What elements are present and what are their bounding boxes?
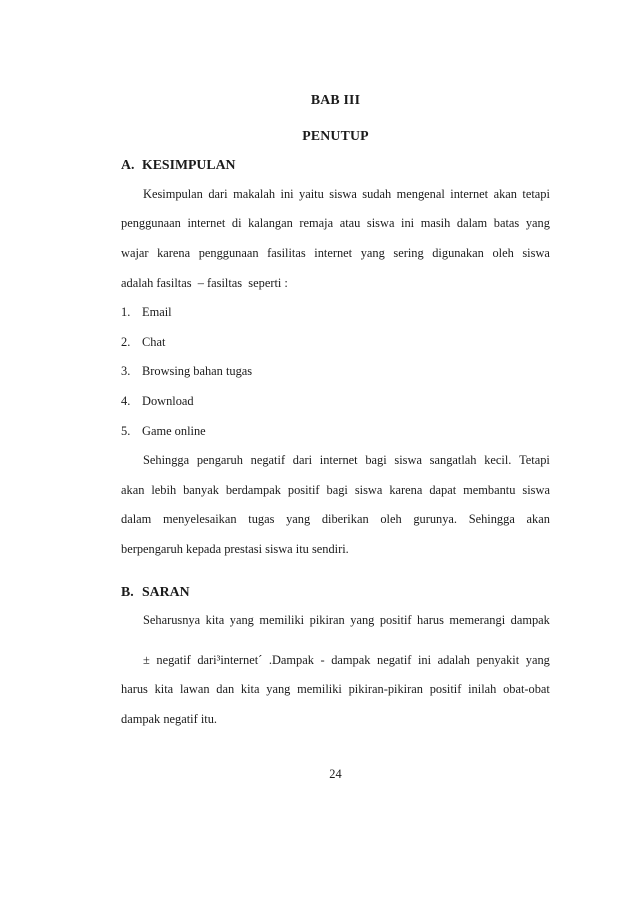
document-content [121,85,550,734]
chapter-heading: PENUTUP [302,127,369,143]
list-item-text: Chat [142,334,166,349]
section-title: KESIMPULAN [142,157,236,173]
list-item-text: Download [142,393,194,408]
list-item-text: Browsing bahan tugas [142,364,253,379]
paragraph-line: akan lebih banyak berdampak positif bagi siswa karena dapat membantu siswa [121,482,550,497]
paragraph-line: Kesimpulan dari makalah ini yaitu siswa sudah mengenal internet akan tetapi [143,186,550,201]
list-item [121,417,550,447]
section-heading [121,150,550,180]
paragraph-line: dalam menyelesaikan tugas yang diberikan oleh gurunya. Sehingga akan [121,512,550,527]
list-item [121,357,550,387]
paragraph-line: Seharusnya kita yang memiliki pikiran yang positif harus memerangi dampak [143,613,550,628]
section-title: SARAN [142,583,190,599]
paragraph-line: harus kita lawan dan kita yang memiliki pikiran-pikiran positif inilah obat-obat [121,682,550,697]
page-number: 24 [329,767,342,781]
paragraph-line: penggunaan internet di kalangan remaja atau siswa ini masih dalam batas yang [121,216,550,231]
list-item-number: 3. [121,364,131,379]
paragraph-line: wajar karena penggunaan fasilitas internet yang sering digunakan oleh siswa [121,245,550,260]
list-item [121,328,550,358]
list-item-number: 5. [121,423,131,438]
list-item-number: 4. [121,393,131,408]
paragraph-line: berpengaruh kepada prestasi siswa itu sendiri. [121,541,349,556]
section-letter: A. [121,157,135,173]
list-item [121,387,550,417]
list-item-text: Game online [142,423,206,438]
paragraph-line: ± negatif dari³internet´ .Dampak - dampak negatif ini adalah penyakit yang [143,652,550,667]
list-item-text: Email [142,305,172,320]
paragraph-line: Sehingga pengaruh negatif dari internet bagi siswa sangatlah kecil. Tetapi [143,453,550,468]
chapter-heading: BAB III [310,92,361,107]
section-heading [121,577,550,607]
paragraph-line: adalah fasiltas – fasiltas seperti : [121,275,288,290]
list-item-number: 2. [121,334,131,349]
list-item-number: 1. [121,305,131,320]
section-letter: B. [121,583,134,599]
paragraph-line: dampak negatif itu. [121,711,217,726]
list-item [121,298,550,328]
